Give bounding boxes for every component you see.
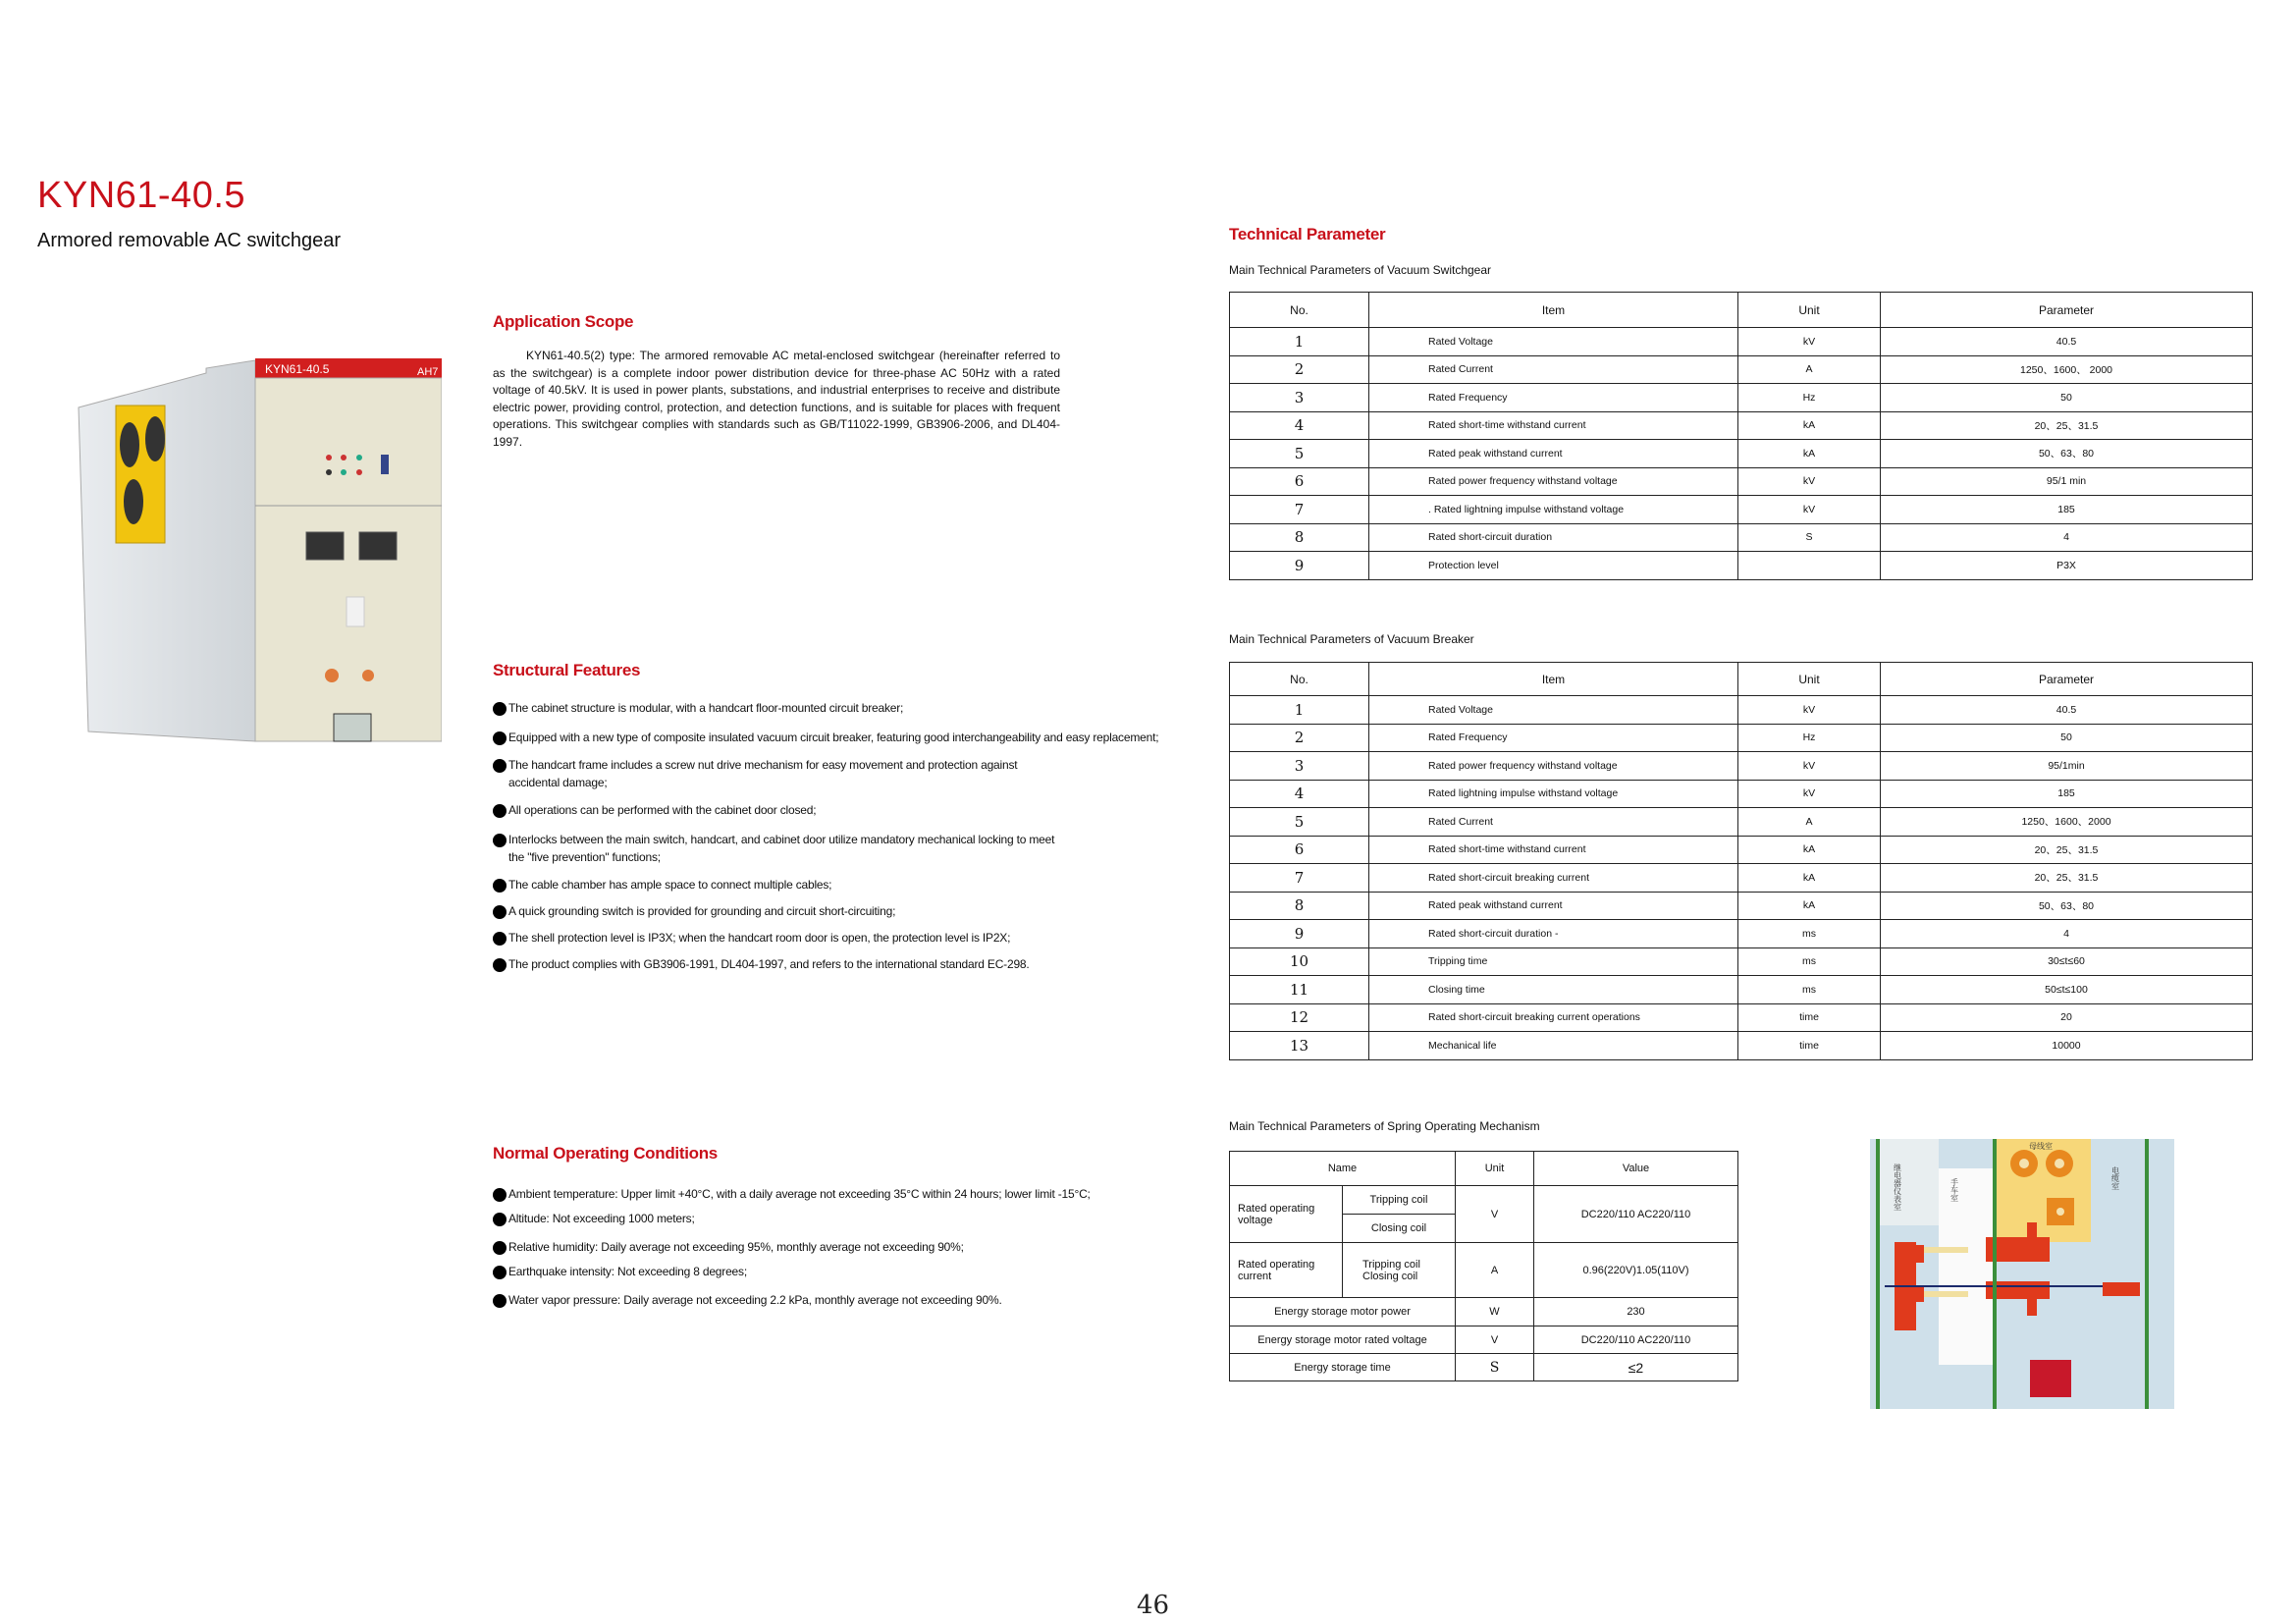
breaker-table-caption: Main Technical Parameters of Vacuum Breaker: [1229, 632, 1474, 646]
parameter-cell: 10000: [1881, 1032, 2253, 1060]
no-cell: 12: [1230, 1003, 1369, 1032]
parameter-cell: 4: [1881, 920, 2253, 948]
unit-cell: ms: [1738, 920, 1881, 948]
col-header-item: Item: [1369, 663, 1738, 696]
no-cell: 5: [1230, 808, 1369, 837]
mechanism-parameters-table: [1229, 1151, 1738, 1381]
parameter-cell: 20: [1881, 1003, 2253, 1032]
unit-cell: kV: [1738, 752, 1881, 781]
table-row: [1230, 496, 2253, 524]
switchgear-table-caption: Main Technical Parameters of Vacuum Switchgear: [1229, 263, 1492, 277]
condition-item: Relative humidity: Daily average not exceeding 95%, monthly average not exceeding 90%;: [493, 1238, 1200, 1256]
item-cell: Rated short-circuit duration: [1369, 523, 1738, 552]
col-header-item: Item: [1369, 293, 1738, 328]
parameter-cell: 50≤t≤100: [1881, 976, 2253, 1004]
unit-cell: S: [1738, 523, 1881, 552]
item-cell: Rated peak withstand current: [1369, 892, 1738, 920]
table-row: [1230, 780, 2253, 808]
voltage-group-cell: Rated operating voltage: [1230, 1186, 1343, 1243]
no-cell: 3: [1230, 752, 1369, 781]
storage-time-cell: Energy storage time: [1230, 1354, 1456, 1381]
table-row: [1230, 1003, 2253, 1032]
unit-cell: time: [1738, 1003, 1881, 1032]
motor-voltage-value-cell: DC220/110 AC220/110: [1534, 1326, 1738, 1354]
table-row: [1230, 836, 2253, 864]
parameter-cell: 95/1min: [1881, 752, 2253, 781]
parameter-cell: 1250、1600、 2000: [1881, 355, 2253, 384]
switchgear-cabinet-icon: [69, 349, 442, 790]
feature-item: The cable chamber has ample space to connect multiple cables;: [493, 876, 1180, 893]
page-title: KYN61-40.5: [37, 175, 246, 216]
unit-cell: kA: [1738, 440, 1881, 468]
table-row: [1230, 1326, 1738, 1354]
unit-cell: ms: [1738, 947, 1881, 976]
no-cell: 1: [1230, 696, 1369, 725]
application-scope-heading: Application Scope: [493, 312, 634, 331]
table-row: [1230, 467, 2253, 496]
col-header-parameter: Parameter: [1881, 663, 2253, 696]
operating-conditions-list: [493, 1185, 1200, 1309]
no-cell: 3: [1230, 384, 1369, 412]
no-cell: 2: [1230, 724, 1369, 752]
no-cell: 1: [1230, 328, 1369, 356]
item-cell: Protection level: [1369, 552, 1738, 580]
item-cell: Rated short-time withstand current: [1369, 836, 1738, 864]
table-row: [1230, 384, 2253, 412]
parameter-cell: 20、25、31.5: [1881, 836, 2253, 864]
structural-features-list: [493, 699, 1180, 973]
table-row: [1230, 976, 2253, 1004]
parameter-cell: 50: [1881, 384, 2253, 412]
feature-item: The handcart frame includes a screw nut drive mechanism for easy movement and protection against accidental damage;: [493, 756, 1058, 791]
item-cell: Rated power frequency withstand voltage: [1369, 752, 1738, 781]
parameter-cell: 185: [1881, 496, 2253, 524]
item-cell: Rated short-circuit breaking current: [1369, 864, 1738, 893]
table-row: [1230, 1298, 1738, 1326]
table-row: [1230, 355, 2253, 384]
no-cell: 4: [1230, 780, 1369, 808]
condition-item: Ambient temperature: Upper limit +40°C, with a daily average not exceeding 35°C within 24 hours; lower limit -15°C;: [493, 1185, 1200, 1203]
unit-cell: kV: [1738, 328, 1881, 356]
table-row: [1230, 892, 2253, 920]
current-coils-cell: Tripping coil Closing coil: [1343, 1243, 1456, 1298]
no-cell: 8: [1230, 523, 1369, 552]
feature-item: A quick grounding switch is provided for grounding and circuit short-circuiting;: [493, 902, 1180, 920]
no-cell: 6: [1230, 467, 1369, 496]
breaker-table-body: [1230, 696, 2253, 1060]
unit-cell: kV: [1738, 780, 1881, 808]
col-header-name: Name: [1230, 1152, 1456, 1186]
unit-cell: kA: [1738, 836, 1881, 864]
parameter-cell: 30≤t≤60: [1881, 947, 2253, 976]
table-row: [1230, 523, 2253, 552]
cabinet-code: AH7: [417, 366, 439, 378]
col-header-unit: Unit: [1738, 293, 1881, 328]
item-cell: Rated peak withstand current: [1369, 440, 1738, 468]
voltage-unit-cell: V: [1456, 1186, 1534, 1243]
unit-cell: kA: [1738, 864, 1881, 893]
condition-item: Altitude: Not exceeding 1000 meters;: [493, 1210, 1200, 1227]
parameter-cell: 50、63、80: [1881, 440, 2253, 468]
table-row: [1230, 752, 2253, 781]
unit-cell: ms: [1738, 976, 1881, 1004]
application-scope-text: KYN61-40.5(2) type: The armored removable AC metal-enclosed switchgear (hereinafter referred to as the switchgear) is a complete indoor power distribution device for three-phase AC 50Hz with a rated voltage of 40.5kV. It is used in power plants, substations, and industrial enterprises to receive and distribute electric power, providing control, protection, and detection functions, and is suitable for places with frequent operations. This switchgear complies with standards such as GB/T11022-1999, GB3906-2006, and DL404-1997.: [493, 349, 1060, 449]
table-row: [1230, 1032, 2253, 1060]
table-row: [1230, 440, 2253, 468]
table-row: [1230, 920, 2253, 948]
item-cell: Rated short-circuit duration -: [1369, 920, 1738, 948]
parameter-cell: P3X: [1881, 552, 2253, 580]
no-cell: 6: [1230, 836, 1369, 864]
unit-cell: kA: [1738, 411, 1881, 440]
switchgear-table-body: [1230, 328, 2253, 580]
technical-parameter-heading: Technical Parameter: [1229, 225, 1386, 244]
closing-coil-cell: Closing coil: [1343, 1215, 1456, 1243]
item-cell: Tripping time: [1369, 947, 1738, 976]
no-cell: 8: [1230, 892, 1369, 920]
parameter-cell: 50: [1881, 724, 2253, 752]
unit-cell: time: [1738, 1032, 1881, 1060]
table-row: [1230, 552, 2253, 580]
col-header-value: Value: [1534, 1152, 1738, 1186]
no-cell: 9: [1230, 920, 1369, 948]
no-cell: 13: [1230, 1032, 1369, 1060]
parameter-cell: 1250、1600、2000: [1881, 808, 2253, 837]
unit-cell: kV: [1738, 467, 1881, 496]
table-row: [1230, 1354, 1738, 1381]
switchgear-photo: [69, 349, 442, 790]
operating-conditions-heading: Normal Operating Conditions: [493, 1144, 718, 1163]
unit-cell: Hz: [1738, 384, 1881, 412]
table-row: [1230, 696, 2253, 725]
item-cell: Closing time: [1369, 976, 1738, 1004]
item-cell: Rated Frequency: [1369, 724, 1738, 752]
no-cell: 4: [1230, 411, 1369, 440]
unit-cell: kA: [1738, 892, 1881, 920]
motor-power-cell: Energy storage motor power: [1230, 1298, 1456, 1326]
page-number: 46: [1137, 1591, 1170, 1620]
no-cell: 11: [1230, 976, 1369, 1004]
unit-cell: [1738, 552, 1881, 580]
tripping-coil-cell: Tripping coil: [1343, 1186, 1456, 1215]
structural-features-heading: Structural Features: [493, 661, 641, 679]
item-cell: Mechanical life: [1369, 1032, 1738, 1060]
item-cell: Rated lightning impulse withstand voltage: [1369, 780, 1738, 808]
item-cell: Rated short-time withstand current: [1369, 411, 1738, 440]
item-cell: Rated Current: [1369, 808, 1738, 837]
storage-time-unit-cell: S: [1456, 1354, 1534, 1381]
item-cell: Rated Frequency: [1369, 384, 1738, 412]
parameter-cell: 40.5: [1881, 328, 2253, 356]
switchgear-cross-section-diagram: [1870, 1139, 2174, 1424]
switchgear-parameters-table: [1229, 292, 2253, 580]
parameter-cell: 95/1 min: [1881, 467, 2253, 496]
item-cell: Rated Current: [1369, 355, 1738, 384]
current-unit-cell: A: [1456, 1243, 1534, 1298]
feature-item: Interlocks between the main switch, handcart, and cabinet door utilize mandatory mechanical locking to meet the "five prevention" functions;: [493, 831, 1068, 866]
page-subtitle: Armored removable AC switchgear: [37, 230, 342, 251]
table-row: [1230, 328, 2253, 356]
col-header-no: No.: [1230, 293, 1369, 328]
no-cell: 7: [1230, 864, 1369, 893]
parameter-cell: 20、25、31.5: [1881, 411, 2253, 440]
condition-item: Water vapor pressure: Daily average not exceeding 2.2 kPa, monthly average not exceeding 90%.: [493, 1291, 1200, 1309]
table-row: [1230, 947, 2253, 976]
parameter-cell: 50、63、80: [1881, 892, 2253, 920]
col-header-unit: Unit: [1738, 663, 1881, 696]
parameter-cell: 185: [1881, 780, 2253, 808]
item-cell: Rated short-circuit breaking current operations: [1369, 1003, 1738, 1032]
no-cell: 7: [1230, 496, 1369, 524]
diagram-label: 电缆室: [2110, 1166, 2120, 1190]
table-row: [1230, 724, 2253, 752]
item-cell: . Rated lightning impulse withstand voltage: [1369, 496, 1738, 524]
item-cell: Rated power frequency withstand voltage: [1369, 467, 1738, 496]
table-row: [1230, 1243, 1738, 1298]
cross-section-icon: [1870, 1139, 2174, 1424]
col-header-parameter: Parameter: [1881, 293, 2253, 328]
col-header-no: No.: [1230, 663, 1369, 696]
item-cell: Rated Voltage: [1369, 328, 1738, 356]
parameter-cell: 4: [1881, 523, 2253, 552]
no-cell: 5: [1230, 440, 1369, 468]
condition-item: Earthquake intensity: Not exceeding 8 degrees;: [493, 1263, 1200, 1280]
motor-power-unit-cell: W: [1456, 1298, 1534, 1326]
unit-cell: kV: [1738, 496, 1881, 524]
feature-item: The product complies with GB3906-1991, DL404-1997, and refers to the international standard EC-298.: [493, 955, 1180, 973]
diagram-label: 手车室: [1949, 1178, 1959, 1202]
unit-cell: A: [1738, 355, 1881, 384]
breaker-parameters-table: [1229, 662, 2253, 1060]
no-cell: 9: [1230, 552, 1369, 580]
feature-item: All operations can be performed with the cabinet door closed;: [493, 801, 1180, 819]
feature-item: The shell protection level is IP3X; when the handcart room door is open, the protection level is IP2X;: [493, 929, 1180, 947]
feature-item: Equipped with a new type of composite insulated vacuum circuit breaker, featuring good interchangeability and easy replacement;: [493, 729, 1180, 746]
feature-item: The cabinet structure is modular, with a handcart floor-mounted circuit breaker;: [493, 699, 1180, 717]
table-row: [1230, 411, 2253, 440]
motor-power-value-cell: 230: [1534, 1298, 1738, 1326]
storage-time-value-cell: ≤2: [1534, 1354, 1738, 1381]
unit-cell: Hz: [1738, 724, 1881, 752]
motor-voltage-cell: Energy storage motor rated voltage: [1230, 1326, 1456, 1354]
no-cell: 2: [1230, 355, 1369, 384]
table-row: [1230, 808, 2253, 837]
current-value-cell: 0.96(220V)1.05(110V): [1534, 1243, 1738, 1298]
diagram-label: 母线室: [2029, 1142, 2053, 1151]
table-row: [1230, 1186, 1738, 1215]
unit-cell: A: [1738, 808, 1881, 837]
label-plate: KYN61-40.5: [265, 362, 330, 376]
table-row: [1230, 864, 2253, 893]
col-header-unit: Unit: [1456, 1152, 1534, 1186]
unit-cell: kV: [1738, 696, 1881, 725]
item-cell: Rated Voltage: [1369, 696, 1738, 725]
parameter-cell: 20、25、31.5: [1881, 864, 2253, 893]
parameter-cell: 40.5: [1881, 696, 2253, 725]
no-cell: 10: [1230, 947, 1369, 976]
diagram-label: 继电器仪表室: [1893, 1164, 1902, 1211]
current-group-cell: Rated operating current: [1230, 1243, 1343, 1298]
motor-voltage-unit-cell: V: [1456, 1326, 1534, 1354]
mechanism-table-caption: Main Technical Parameters of Spring Operating Mechanism: [1229, 1119, 1540, 1133]
voltage-value-cell: DC220/110 AC220/110: [1534, 1186, 1738, 1243]
